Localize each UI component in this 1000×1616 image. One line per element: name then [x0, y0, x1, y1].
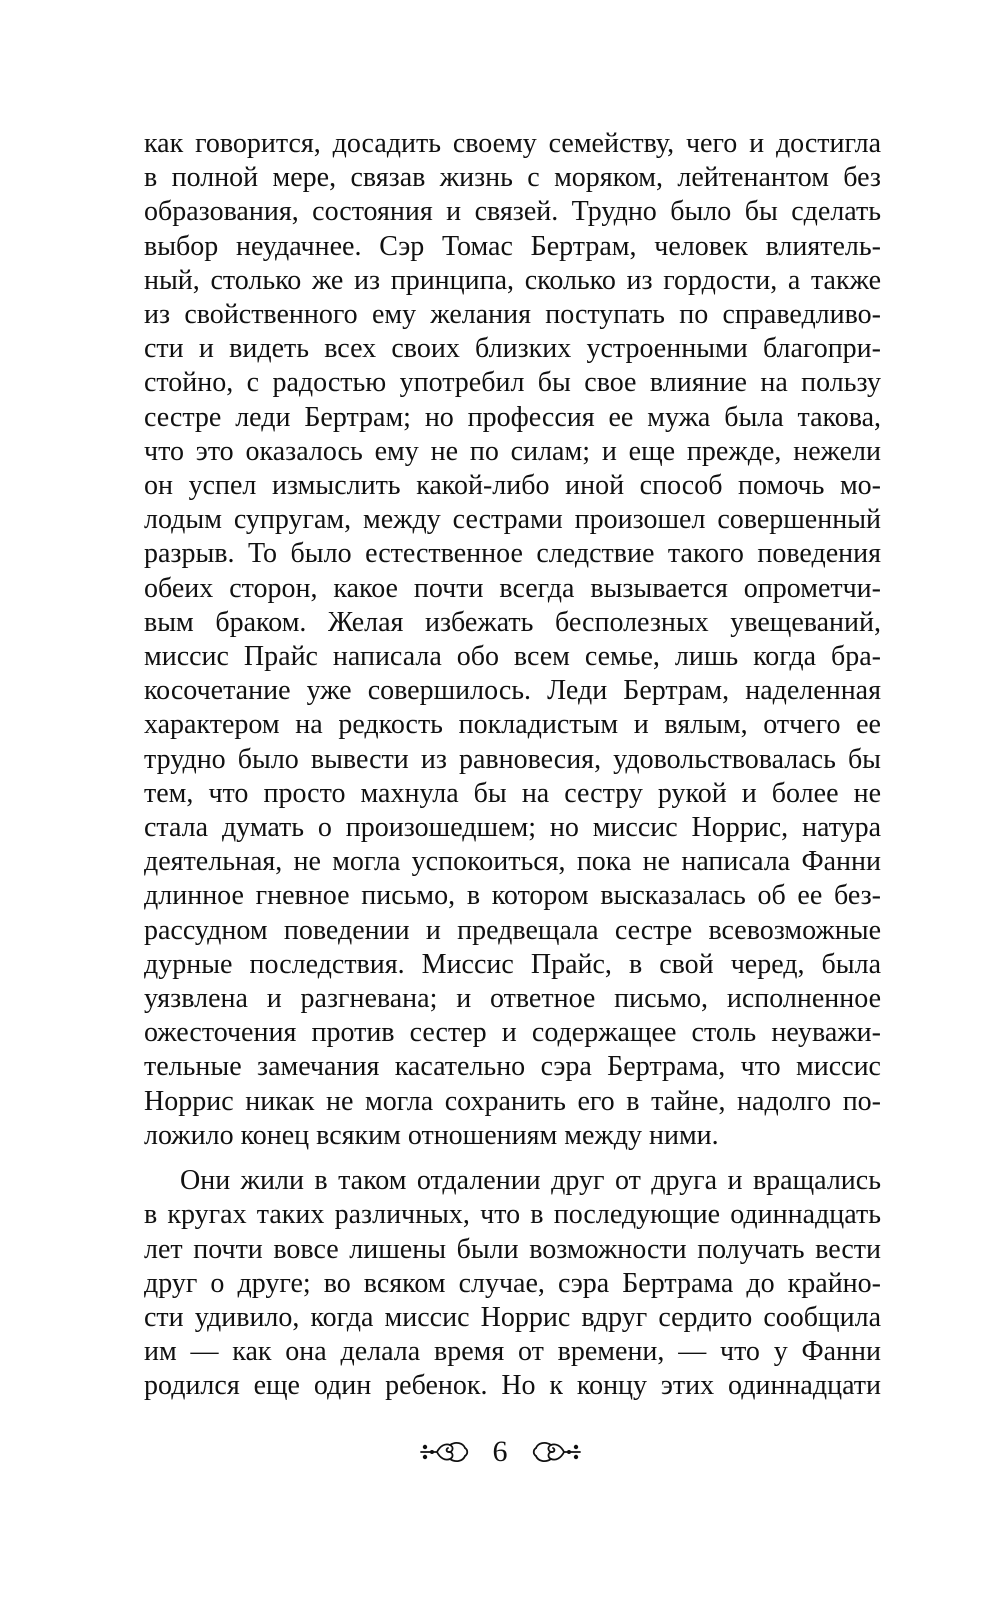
- text-line: лодым супругам, между сестрами произошел совершенный: [144, 504, 881, 536]
- text-line: сестре леди Бертрам; но профессия ее мужа была такова,: [144, 401, 881, 433]
- text-line: характером на редкость покладистым и вялым, отчего ее: [144, 709, 881, 741]
- left-floral-ornament-icon: [417, 1435, 473, 1469]
- text-line: из свойственного ему желания поступать по справедливо-: [144, 299, 881, 331]
- paragraph-gap: [144, 1153, 881, 1164]
- text-line: сти удивило, когда миссис Норрис вдруг сердито сообщила: [144, 1301, 881, 1333]
- text-line: обеих сторон, какое почти всегда вызывается опрометчи-: [144, 572, 881, 604]
- text-line: родился еще один ребенок. Но к концу этих одиннадцати: [144, 1370, 881, 1402]
- text-line: дурные последствия. Миссис Прайс, в свой черед, была: [144, 948, 881, 980]
- text-line: длинное гневное письмо, в котором высказалась об ее без-: [144, 880, 881, 912]
- text-line: лет почти вовсе лишены были возможности получать вести: [144, 1233, 881, 1265]
- text-line: сти и видеть всех своих близких устроенными благопри-: [144, 333, 881, 365]
- text-line: как говорится, досадить своему семейству, чего и достигла: [144, 128, 881, 159]
- text-line: стойно, с радостью употребил бы свое влияние на пользу: [144, 367, 881, 399]
- text-line: образования, состояния и связей. Трудно было бы сделать: [144, 196, 881, 228]
- text-line: вым браком. Желая избежать бесполезных увещеваний,: [144, 606, 881, 638]
- text-line: ный, столько же из принципа, сколько из гордости, а также: [144, 264, 881, 296]
- text-line: разрыв. То было естественное следствие такого поведения: [144, 538, 881, 570]
- text-line: уязвлена и разгневана; и ответное письмо, исполненное: [144, 983, 881, 1015]
- text-line: он успел измыслить какой-либо иной способ помочь мо-: [144, 470, 881, 502]
- text-line: деятельная, не могла успокоиться, пока не написала Фанни: [144, 846, 881, 878]
- text-line: трудно было вывести из равновесия, удовольствовалась бы: [144, 743, 881, 775]
- body-text: [144, 127, 881, 1404]
- page-footer: [0, 1428, 1000, 1476]
- text-line: ожесточения против сестер и содержащее столь неуважи-: [144, 1017, 881, 1049]
- text-line: ложило конец всяким отношениям между ними.: [144, 1119, 719, 1151]
- text-line: им — как она делала время от времени, — что у Фанни: [144, 1336, 881, 1368]
- text-line: в полной мере, связав жизнь с моряком, лейтенантом без: [144, 162, 881, 194]
- right-floral-ornament-icon: [528, 1435, 584, 1469]
- text-line: рассудном поведении и предвещала сестре всевозможные: [144, 914, 881, 946]
- text-line: Они жили в таком отдалении друг от друга и вращались: [180, 1165, 881, 1197]
- page-number: 6: [492, 1435, 508, 1468]
- text-line: в кругах таких различных, что в последующие одиннадцать: [144, 1199, 881, 1231]
- text-line: косочетание уже совершилось. Леди Бертрам, наделенная: [144, 675, 881, 707]
- paragraph: [144, 1164, 881, 1403]
- text-line: стала думать о произошедшем; но миссис Норрис, натура: [144, 812, 881, 844]
- text-line: тем, что просто махнула бы на сестру рукой и более не: [144, 777, 881, 809]
- text-line: миссис Прайс написала обо всем семье, лишь когда бра-: [144, 641, 881, 673]
- text-line: тельные замечания касательно сэра Бертрама, что миссис: [144, 1051, 881, 1083]
- text-line: друг о друге; во всяком случае, сэра Бертрама до крайно-: [144, 1267, 881, 1299]
- paragraph: [144, 127, 881, 1153]
- text-line: выбор неудачнее. Сэр Томас Бертрам, человек влиятель-: [144, 230, 881, 262]
- text-line: что это оказалось ему не по силам; и еще прежде, нежели: [144, 435, 881, 467]
- text-line: Норрис никак не могла сохранить его в тайне, надолго по-: [144, 1085, 881, 1117]
